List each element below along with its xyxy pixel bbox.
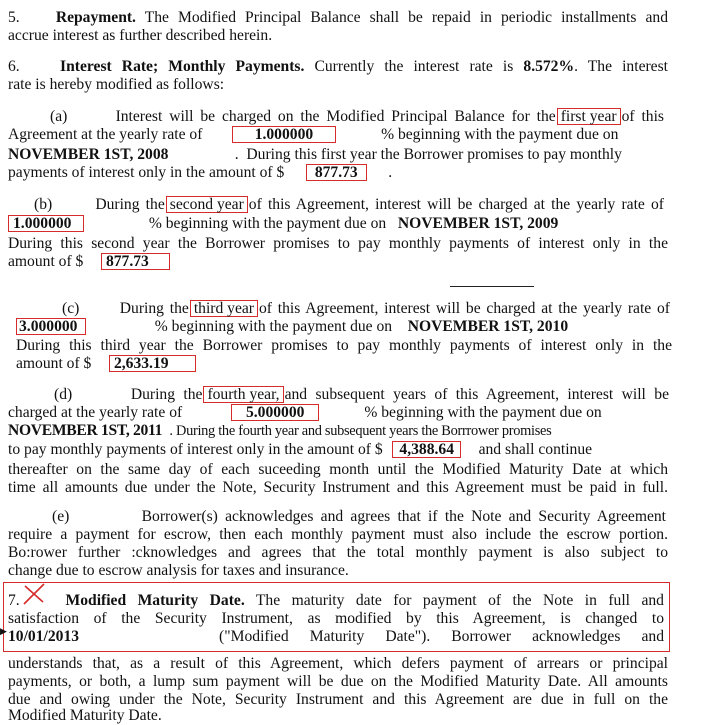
- year-highlight: fourth year,: [203, 386, 283, 403]
- text: payments, or both, a lump sum payment will be due on the Modified Maturity Date. All amounts: [8, 673, 668, 690]
- sec5-line-1: [8, 9, 668, 27]
- para-b-line-1: [34, 196, 664, 214]
- sec7-line-4: [8, 655, 668, 673]
- text: During this third year the Borrower promises to pay monthly payments of interest only in the: [16, 337, 672, 354]
- section-title: Repayment.: [55, 9, 136, 26]
- text: of this Agreement, interest will be charged at the yearly rate of: [248, 196, 664, 213]
- rate-field: 1.000000: [8, 215, 84, 232]
- text: and shall continue: [478, 441, 593, 458]
- amount-field: 4,388.64: [392, 441, 461, 458]
- text: Agreement at the yearly rate of: [8, 126, 203, 143]
- text: Currently the interest rate is: [314, 58, 514, 75]
- para-d-line-3: [8, 422, 668, 440]
- section-number: 6.: [8, 58, 20, 75]
- para-c-line-4: [16, 355, 676, 373]
- text: require a payment for escrow, then each monthly payment must also include the escrow portion.: [8, 526, 668, 543]
- section-number: 7.: [8, 592, 20, 609]
- modified-maturity-date: 10/01/2013: [8, 628, 80, 645]
- para-e-line-4: [8, 562, 668, 580]
- page-break-rule: [450, 286, 534, 287]
- text: charged at the yearly rate of: [8, 404, 183, 421]
- para-c-line-3: [16, 337, 672, 355]
- rate-field: 3.000000: [16, 318, 86, 335]
- para-a-line-3: NOVEMBER 1ST, 2008 . During this first year the Borrower promises to pay monthly: [8, 146, 622, 163]
- sec7-line-1: [8, 592, 664, 610]
- sec7-line-5: [8, 673, 668, 691]
- sec7-line-7: [8, 707, 668, 725]
- para-d-line-4: [8, 441, 668, 459]
- amount-field: 877.73: [306, 164, 367, 181]
- text: due and owing under the Note, Security Instrument and this Agreement are due in full on the: [8, 691, 668, 708]
- paragraph-label: (a): [50, 108, 68, 125]
- due-date: NOVEMBER 1ST, 2011: [8, 422, 163, 439]
- text: to pay monthly payments of interest only in the amount of $: [8, 441, 383, 458]
- year-highlight: first year: [557, 108, 621, 125]
- para-d-line-1: [54, 386, 669, 404]
- text: and subsequent years of this Agreement, interest will be: [284, 386, 669, 403]
- section-number: 5.: [8, 9, 20, 26]
- para-b-line-4: [8, 253, 668, 271]
- text: . During the fourth year and subsequent years the Borrrower promises: [169, 423, 552, 439]
- sec7-line-2: [8, 610, 664, 628]
- text: % beginning with the payment due on: [381, 126, 619, 143]
- text: understands that, as a result of this Agreement, which defers payment of arrears or principal: [8, 655, 668, 672]
- text: thereafter on the same day of each suceeding month until the Modified Maturity Date at which: [8, 461, 668, 478]
- sec7-line-3: [8, 628, 664, 646]
- text: % beginning with the payment due on: [364, 404, 602, 421]
- year-highlight: third year: [190, 300, 258, 317]
- due-date: NOVEMBER 1ST, 2009: [397, 215, 559, 232]
- para-c-line-1: [62, 300, 670, 318]
- text: Modified Maturity Date.: [8, 707, 162, 724]
- paragraph-label: (d): [54, 386, 73, 403]
- para-a-line-1: [50, 108, 664, 126]
- text: . The interest: [574, 58, 669, 75]
- sec6-line-2: [8, 76, 668, 94]
- paragraph-label: (e): [52, 508, 70, 525]
- para-a-line-2: [8, 126, 668, 144]
- text: Bo:rower further :cknowledges and agrees that the total monthly payment is also subject to: [8, 544, 668, 561]
- para-d-line-5: [8, 461, 668, 479]
- text: amount of $: [8, 253, 84, 270]
- text: ("Modified Maturity Date"). Borrower acknowledges and: [219, 628, 664, 645]
- text: Borrower(s) acknowledges and agrees that if the Note and Security Agreement: [141, 508, 667, 525]
- due-date: NOVEMBER 1ST, 2010: [407, 318, 569, 335]
- year-highlight: second year: [166, 196, 248, 213]
- current-interest-rate: 8.572%: [523, 58, 575, 75]
- para-e-line-2: [8, 526, 668, 544]
- text: During this second year the Borrower promises to pay monthly payments of interest only in the: [8, 235, 668, 252]
- rate-field: 1.000000: [232, 126, 336, 143]
- text: Interest will be charged on the Modified Principal Balance for the: [115, 108, 556, 125]
- text: The maturity date for payment of the Note in full and: [255, 592, 664, 609]
- text: % beginning with the payment due on: [148, 215, 387, 232]
- amount-field: 877.73: [101, 253, 170, 270]
- text: rate is hereby modified as follows:: [8, 76, 225, 93]
- para-a-line-4: payments of interest only in the amount of $ 877.73 .: [8, 164, 393, 181]
- text: During the: [130, 386, 203, 403]
- section-title: Modified Maturity Date.: [65, 592, 245, 609]
- due-date: NOVEMBER 1ST, 2008: [8, 146, 169, 163]
- para-b-line-3: [8, 235, 668, 253]
- text: change due to escrow analysis for taxes and insurance.: [8, 562, 349, 579]
- text: payments of interest only in the amount of $: [8, 164, 285, 181]
- text: of this: [621, 108, 664, 125]
- para-e-line-1: [52, 508, 666, 526]
- margin-marker-icon: ▶: [0, 626, 7, 636]
- text: amount of $: [16, 355, 92, 372]
- text: During the: [95, 196, 165, 213]
- amount-field: 2,633.19: [109, 355, 196, 372]
- text: satisfaction of the Security Instrument, as modified by this Agreement, is changed to: [8, 610, 664, 627]
- sec5-line-2: [8, 27, 668, 45]
- para-e-line-3: [8, 544, 668, 562]
- text: The Modified Principal Balance shall be repaid in periodic installments and: [144, 9, 669, 26]
- para-d-line-2: [8, 404, 668, 422]
- section-title: Interest Rate; Monthly Payments.: [60, 58, 305, 75]
- text: of this Agreement, interest will be charged at the yearly rate of: [259, 300, 670, 317]
- text: During the: [119, 300, 189, 317]
- sec6-line-1: [8, 58, 668, 76]
- para-d-line-6: [8, 479, 668, 497]
- paragraph-label: (b): [34, 196, 53, 213]
- para-b-line-2: [8, 215, 668, 233]
- text: During this first year the Borrower promises to pay monthly: [246, 146, 622, 163]
- paragraph-label: (c): [62, 300, 80, 317]
- text: % beginning with the payment due on: [154, 318, 393, 335]
- text: accrue interest as further described herein.: [8, 27, 273, 44]
- text: time all amounts due under the Note, Security Instrument and this Agreement must be paid in full.: [8, 479, 668, 496]
- para-c-line-2: [16, 318, 676, 336]
- rate-field: 5.000000: [231, 404, 319, 421]
